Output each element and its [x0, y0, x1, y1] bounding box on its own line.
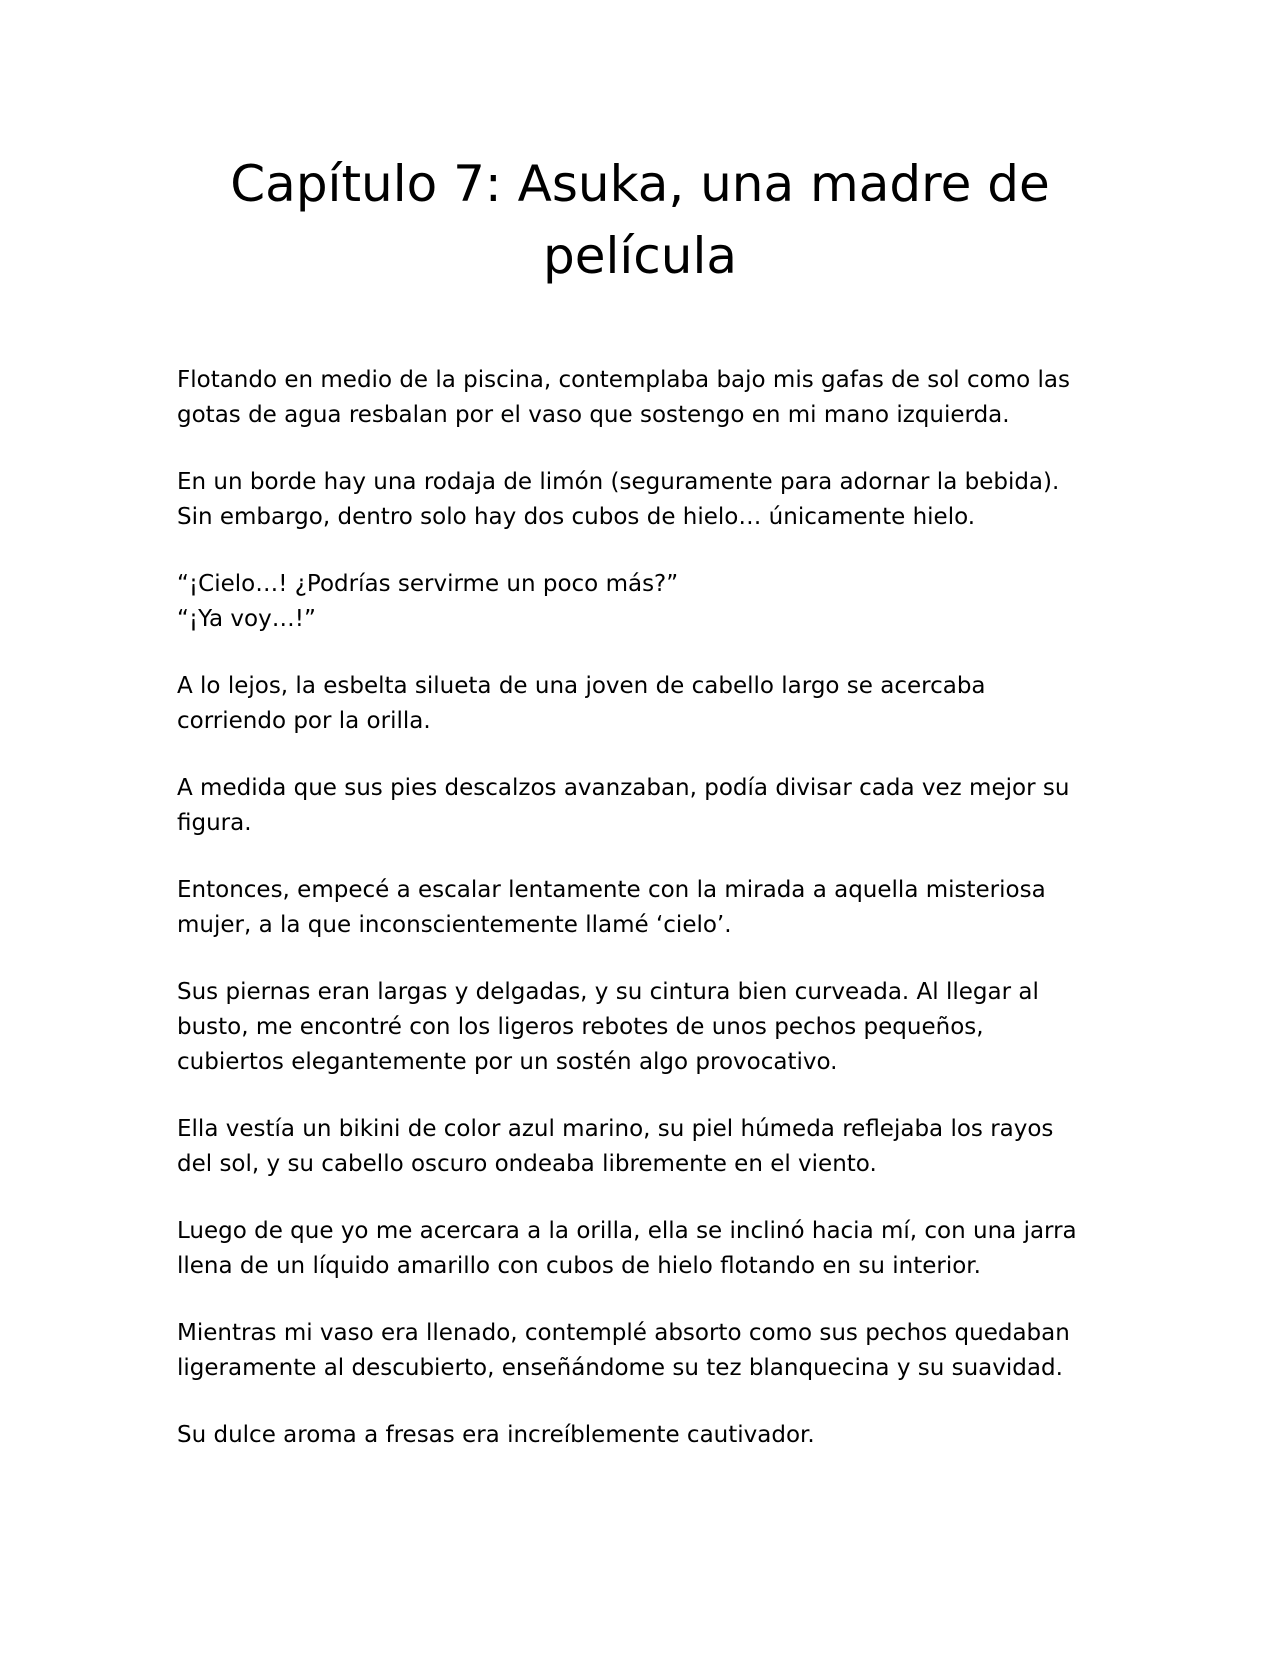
- text-line: busto, me encontré con los ligeros rebotes de unos pechos pequeños,: [177, 1014, 984, 1040]
- paragraph: [177, 1214, 1107, 1284]
- paragraph: [177, 1112, 1107, 1182]
- text-line: Sus piernas eran largas y delgadas, y su cintura bien curveada. Al llegar al: [177, 979, 1039, 1005]
- text-line: cubiertos elegantemente por un sostén algo provocativo.: [177, 1049, 838, 1075]
- text-line: ligeramente al descubierto, enseñándome su tez blanquecina y su suavidad.: [177, 1355, 1063, 1381]
- paragraph: [177, 669, 1107, 739]
- text-line: del sol, y su cabello oscuro ondeaba libremente en el viento.: [177, 1151, 877, 1177]
- paragraph: [177, 1418, 1107, 1453]
- paragraph: [177, 363, 1107, 433]
- text-line: A medida que sus pies descalzos avanzaban, podía divisar cada vez mejor su: [177, 775, 1070, 801]
- text-line: En un borde hay una rodaja de limón (seguramente para adornar la bebida).: [177, 469, 1060, 495]
- text-line: Flotando en medio de la piscina, contemplaba bajo mis gafas de sol como las: [177, 367, 1070, 393]
- text-line: Mientras mi vaso era llenado, contemplé absorto como sus pechos quedaban: [177, 1320, 1070, 1346]
- chapter-title: [140, 148, 1140, 292]
- text-line: llena de un líquido amarillo con cubos de hielo flotando en su interior.: [177, 1253, 981, 1279]
- text-line: Luego de que yo me acercara a la orilla, ella se inclinó hacia mí, con una jarra: [177, 1218, 1077, 1244]
- paragraph: [177, 873, 1107, 943]
- text-line: Sin embargo, dentro solo hay dos cubos de hielo… únicamente hielo.: [177, 504, 976, 530]
- paragraph: [177, 465, 1107, 535]
- text-line: corriendo por la orilla.: [177, 708, 431, 734]
- title-line: película: [543, 227, 737, 285]
- chapter-body: [177, 363, 1107, 1485]
- paragraph: [177, 771, 1107, 841]
- text-line: mujer, a la que inconscientemente llamé ‘cielo’.: [177, 912, 732, 938]
- title-line: Capítulo 7: Asuka, una madre de: [230, 155, 1050, 213]
- dialogue-line: “¡Ya voy…!”: [177, 606, 316, 632]
- text-line: A lo lejos, la esbelta silueta de una joven de cabello largo se acercaba: [177, 673, 986, 699]
- text-line: gotas de agua resbalan por el vaso que sostengo en mi mano izquierda.: [177, 402, 1010, 428]
- text-line: Ella vestía un bikini de color azul marino, su piel húmeda reflejaba los rayos: [177, 1116, 1054, 1142]
- paragraph: [177, 1316, 1107, 1386]
- text-line: figura.: [177, 810, 252, 836]
- text-line: Entonces, empecé a escalar lentamente con la mirada a aquella misteriosa: [177, 877, 1046, 903]
- paragraph: [177, 975, 1107, 1080]
- text-line: Su dulce aroma a fresas era increíblemente cautivador.: [177, 1422, 815, 1448]
- dialogue-line: “¡Cielo…! ¿Podrías servirme un poco más?”: [177, 571, 679, 597]
- dialogue-paragraph: [177, 567, 1107, 637]
